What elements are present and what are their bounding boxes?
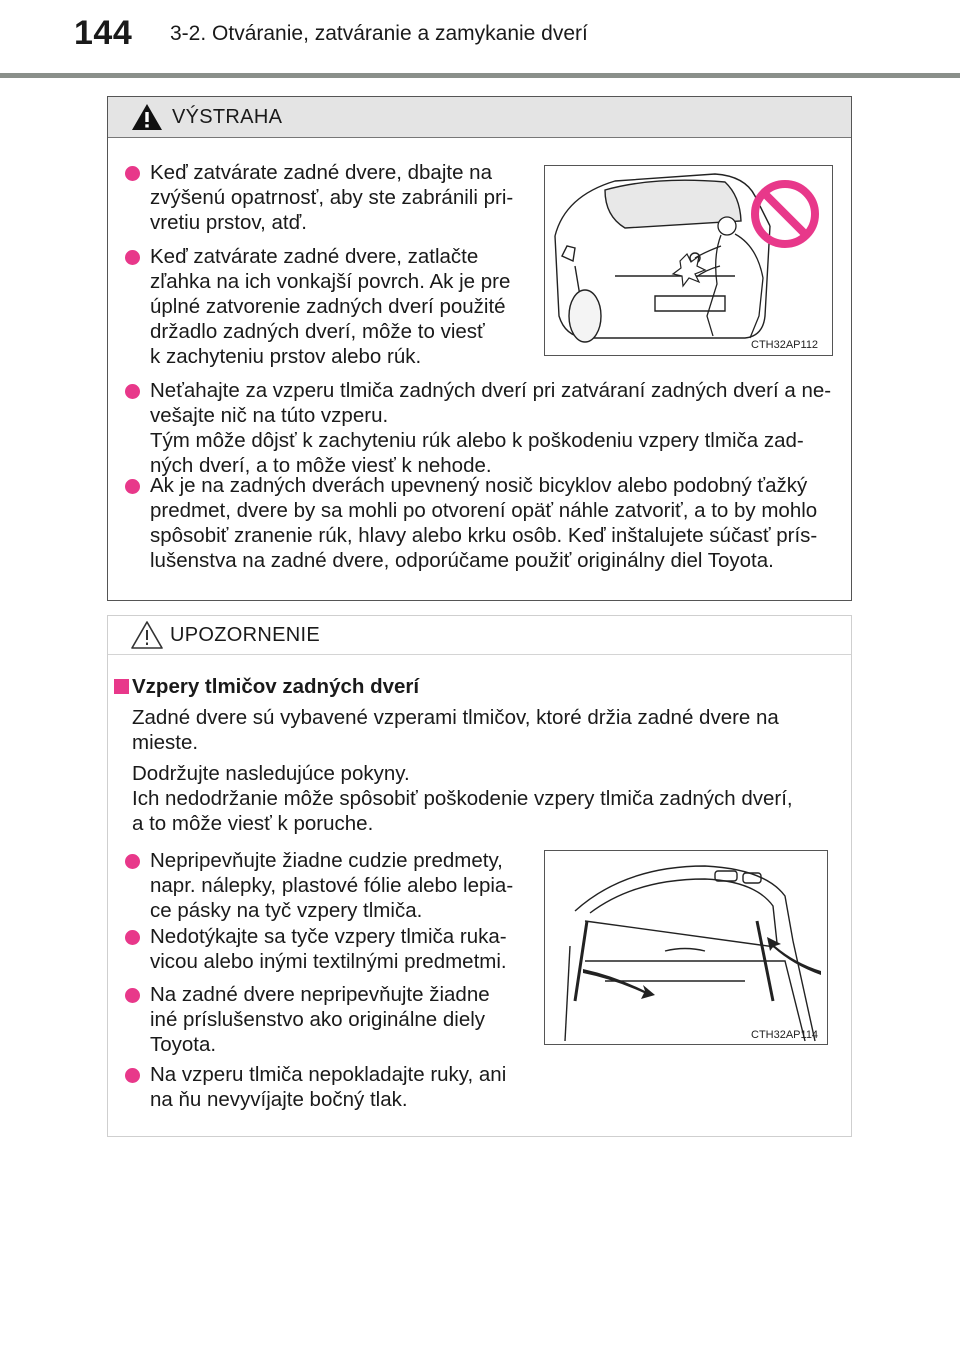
header-divider <box>0 73 960 78</box>
text-line: zľahka na ich vonkajší povrch. Ak je pre <box>150 270 511 293</box>
warning-title: VÝSTRAHA <box>172 106 283 128</box>
bullet-icon <box>125 930 140 945</box>
caution-bullet-2 <box>150 924 522 974</box>
bullet-icon <box>125 988 140 1003</box>
text-line: napr. nálepky, plastové fólie alebo lepia- <box>150 874 514 897</box>
text-line: k zachyteniu prstov alebo rúk. <box>150 345 422 368</box>
caution-box <box>107 615 852 1137</box>
warning-bullet-1 <box>150 160 523 235</box>
text-line: Zadné dvere sú vybavené vzperami tlmičov, ktoré držia zadné dvere na <box>132 706 779 729</box>
caution-bullet-4 <box>150 1062 522 1112</box>
text-line: a to môže viesť k poruche. <box>132 812 374 835</box>
warning-bullet-3 <box>150 378 845 478</box>
text-line: vretiu prstov, atď. <box>150 211 307 234</box>
figure-code: CTH32AP114 <box>751 1029 819 1041</box>
open-back-door-illustration <box>545 851 827 1044</box>
square-bullet-icon <box>114 679 129 694</box>
text-line: úplné zatvorenie zadných dverí použité <box>150 295 506 318</box>
warning-bullet-2 <box>150 244 523 369</box>
text-line: predmet, dvere by sa mohli po otvorení opäť náhle zatvoriť, a to by mohlo <box>150 499 818 522</box>
caution-bullet-1 <box>150 848 522 923</box>
caution-header <box>108 616 851 655</box>
text-line: vicou alebo inými textilnými predmetmi. <box>150 950 507 973</box>
text-line: iné príslušenstvo ako originálne diely <box>150 1008 486 1031</box>
caution-instructions <box>132 761 837 836</box>
page-header <box>0 0 960 80</box>
warning-triangle-icon <box>130 102 164 132</box>
text-line: Toyota. <box>150 1033 217 1056</box>
caution-subheading: Vzpery tlmičov zadných dverí <box>132 675 420 698</box>
bullet-icon <box>125 1068 140 1083</box>
text-line: spôsobiť zranenie rúk, hlavy alebo krku osôb. Keď inštalujete súčasť prís- <box>150 524 818 547</box>
text-line: držadlo zadných dverí, môže to viesť <box>150 320 485 343</box>
text-line: Dodržujte nasledujúce pokyny. <box>132 762 410 785</box>
text-line: lušenstva na zadné dvere, odporúčame použiť originálny diel Toyota. <box>150 549 774 572</box>
car-rear-illustration <box>545 166 832 355</box>
bullet-icon <box>125 250 140 265</box>
text-line: vešajte nič na túto vzperu. <box>150 404 389 427</box>
text-line: Nedotýkajte sa tyče vzpery tlmiča ruka- <box>150 925 507 948</box>
text-line: Ich nedodržanie môže spôsobiť poškodenie vzpery tlmiča zadných dverí, <box>132 787 793 810</box>
bullet-icon <box>125 384 140 399</box>
text-line: Na zadné dvere nepripevňujte žiadne <box>150 983 490 1006</box>
bullet-icon <box>125 166 140 181</box>
figure-code: CTH32AP112 <box>751 339 819 351</box>
caution-title: UPOZORNENIE <box>170 624 320 646</box>
section-title: 3-2. Otváranie, zatváranie a zamykanie dverí <box>170 22 588 45</box>
warning-box <box>107 96 852 601</box>
text-line: ných dverí, a to môže viesť k nehode. <box>150 454 492 477</box>
text-line: Keď zatvárate zadné dvere, dbajte na <box>150 161 492 184</box>
text-line: na ňu nevyvíjajte bočný tlak. <box>150 1088 408 1111</box>
text-line: Nepripevňujte žiadne cudzie predmety, <box>150 849 503 872</box>
caution-triangle-icon <box>130 620 164 650</box>
figure-closing-back-door <box>544 165 833 356</box>
page-number: 144 <box>74 14 133 52</box>
bullet-icon <box>125 479 140 494</box>
text-line: zvýšenú opatrnosť, aby ste zabránili pri- <box>150 186 514 209</box>
text-line: Neťahajte za vzperu tlmiča zadných dverí pri zatváraní zadných dverí a ne- <box>150 379 832 402</box>
caution-bullet-3 <box>150 982 522 1057</box>
text-line: Na vzperu tlmiča nepokladajte ruky, ani <box>150 1063 507 1086</box>
text-line: Tým môže dôjsť k zachyteniu rúk alebo k poškodeniu vzpery tlmiča zad- <box>150 429 804 452</box>
caution-intro <box>132 705 837 755</box>
bullet-icon <box>125 854 140 869</box>
warning-bullet-4 <box>150 473 845 573</box>
text-line: Ak je na zadných dverách upevnený nosič bicyklov alebo podobný ťažký <box>150 474 808 497</box>
figure-damper-stays <box>544 850 828 1045</box>
text-line: Keď zatvárate zadné dvere, zatlačte <box>150 245 479 268</box>
warning-header <box>108 97 851 138</box>
text-line: ce pásky na tyč vzpery tlmiča. <box>150 899 423 922</box>
text-line: mieste. <box>132 731 199 754</box>
